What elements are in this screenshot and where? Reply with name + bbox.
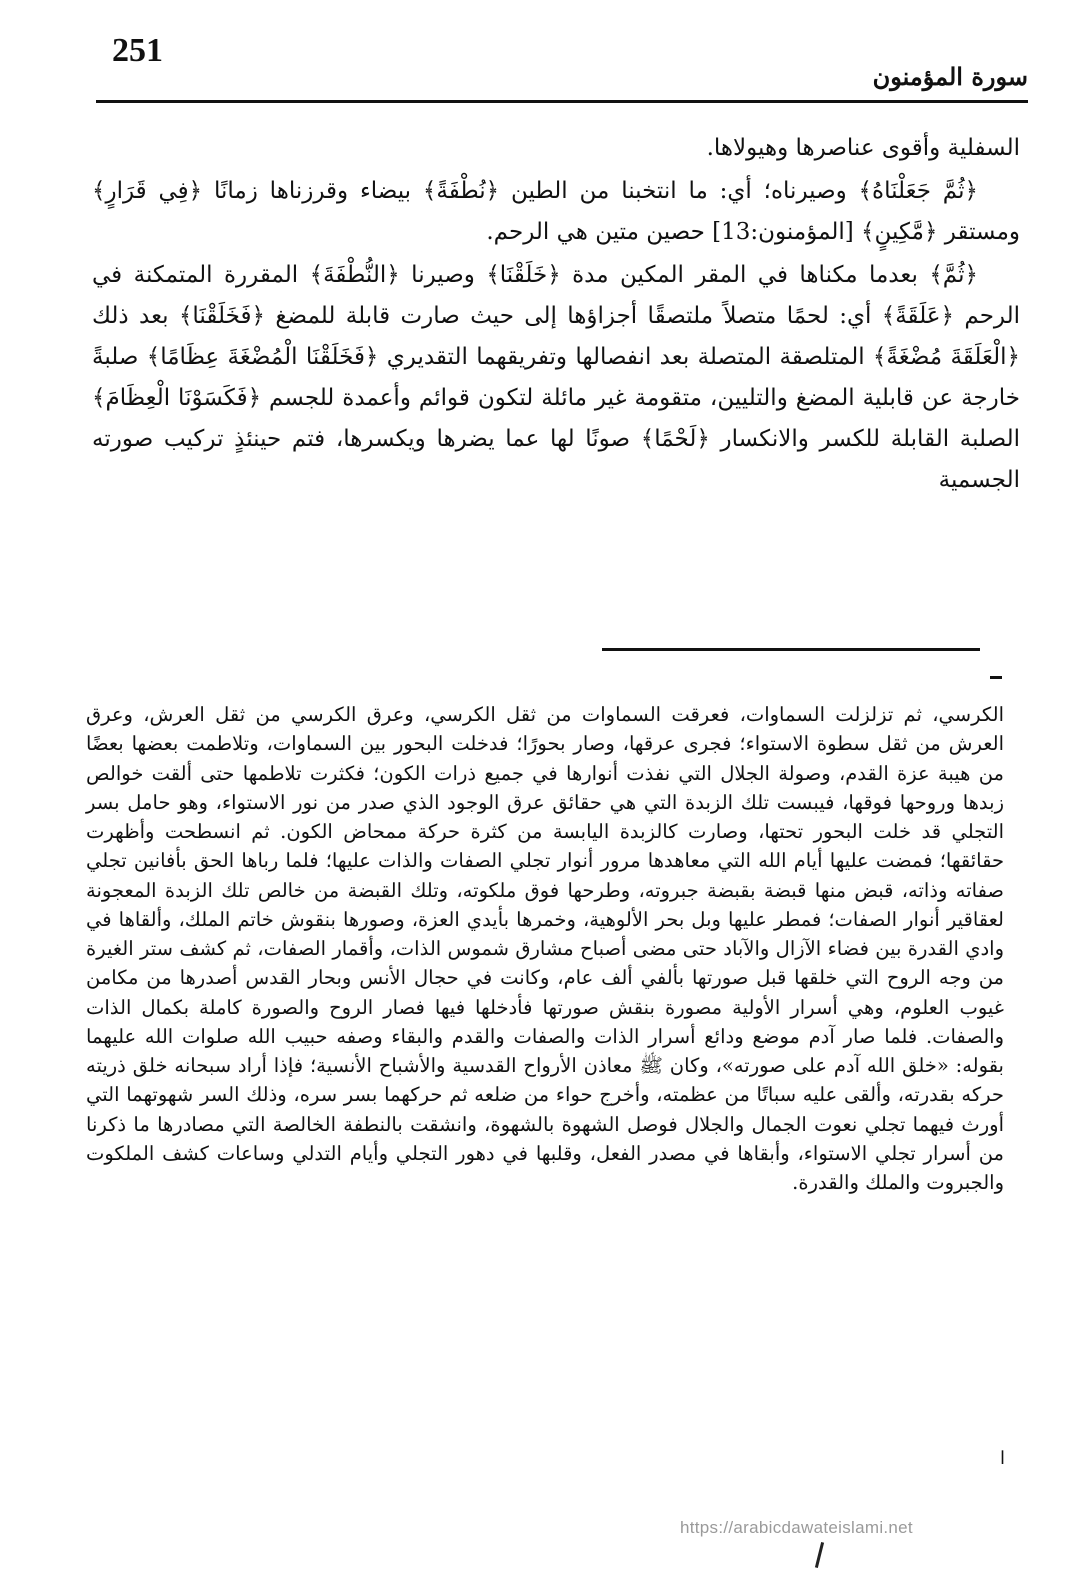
page-number: 251	[112, 32, 163, 69]
watermark-link[interactable]: https://arabicdawateislami.net	[680, 1518, 913, 1537]
scan-artifact	[815, 1542, 824, 1568]
header-rule	[96, 100, 1028, 103]
body-paragraph: ﴿ثُمَّ جَعَلْنَاهُ﴾ وصيرناه؛ أي: ما انتخبنا من الطين ﴿نُطْفَةً﴾ بيضاء وقرزناها زمانًا ﴿فِي قَرَارٍ﴾ ومستقر ﴿مَّكِينٍ﴾ [المؤمنون:13] حصين متين هي الرحم.	[92, 177, 1020, 245]
footnote-marker	[990, 676, 1002, 679]
body-paragraph: ﴿ثُمَّ﴾ بعدما مكناها في المقر المكين مدة ﴿خَلَقْنَا﴾ وصيرنا ﴿النُّطْفَةَ﴾ المقررة المتمكنة في الرحم ﴿عَلَقَةً﴾ أي: لحمًا متصلاً ملتصقًا أجزاؤها إلى حيث صارت قابلة للمضغ ﴿فَخَلَقْنَا﴾ بعد ذلك ﴿الْعَلَقَةَ مُضْغَةً﴾ المتلصقة المتصلة بعد انفصالها وتفريقهما التقديري ﴿فَخَلَقْنَا الْمُضْغَةَ عِظَامًا﴾ صلبةً خارجة عن قابلية المضغ والتليين، متقومة غير مائلة لتكون قوائم وأعمدة للجسم ﴿فَكَسَوْنَا الْعِظَامَ﴾ الصلبة القابلة للكسر والانكسار ﴿لَحْمًا﴾ صونًا لها عما يضرها ويكسرها، فتم حينئذٍ تركيب صورته الجسمية	[92, 261, 1020, 493]
surah-header: سورة المؤمنون	[872, 62, 1028, 91]
footnote-text: الكرسي، ثم تزلزلت السماوات، فعرقت السماوات من ثقل الكرسي، وعرق الكرسي من ثقل العرش، وعرق العرش من ثقل سطوة الاستواء؛ فجرى عرقها، وصار بحورًا؛ فدخلت البحور بين السماوات، وتلاطمت بعضها بعضًا من هيبة عزة القدم، وصولة الجلال التي نفذت أنوارها في جميع ذرات الكون؛ فكثرت تلاطمها حتى ألقت خوالص زبدها وروحها فوقها، فيبست تلك الزبدة التي هي حقائق عرق الوجود الذي صدر من نور الاستواء، وهو حامل بسر التجلي قد خلت البحور تحتها، وصارت كالزبدة اليابسة من كثرة حركة ممحاض الكون. ثم انسطحت وأظهرت حقائقها؛ فمضت عليها أيام الله التي معاهدها مرور أنوار تجلي الصفات والذات عليها؛ فلما رباها الحق بأفانين تجلي صفاته وذاته، قبض منها قبضة بقبضة جبروته، وطرحها فوق ملكوته، وتلك القبضة من خالص تلك الزبدة المعجونة لعقاقير أنوار الصفات؛ فمطر عليها وبل بحر الألوهية، وخمرها بأيدي العزة، وصورها بنقوش خاتم الملك، وألقاها في وادي القدرة بين فضاء الآزال والآباد حتى مضى أصباح مشارق شموس الذات، وأقمار الصفات، ثم كشف ستر الغيرة من وجه الروح التي خلقها قبل صورتها بألفي ألف عام، وكانت في حجال الأنس وبحار القدس أصدرها من مكامن غيوب العلوم، وهي أسرار الأولية مصورة بنقش صورتها فأدخلها فيها فصار الروح والصورة كاملة بكمال الذات والصفات. فلما صار آدم موضع ودائع أسرار الذات والصفات والقدم والبقاء وصفه حبيب الله صلوات الله عليهما بقوله: «خلق الله آدم على صورته»، وكان ﷺ معاذن الأرواح القدسية والأشباح الأنسية؛ فإذا أراد سبحانه خلق ذريته حركه بقدرته، وألقى عليه سباتًا من عظمته، وأخرج حواء من ضلعه ثم حركهما بسر سره، وذلك السر شهوتهما التي أورث فيهما تجلي نعوت الجمال والجلال فوصل الشهوة بالشهوة، وانشقت بالنطفة الخالصة التي مصادرها ما ذكرنا من أسرار تجلي الاستواء، وأبقاها في مصدر الفعل، وقلبها في دهور التجلي وأيام التدلي وساعات كشف الملكوت والجبروت والملك والقدرة.	[86, 703, 1004, 1194]
margin-mark: ا	[1000, 1448, 1006, 1469]
footnote-separator	[602, 648, 980, 651]
main-text	[92, 128, 1020, 500]
body-paragraph: السفلية وأقوى عناصرها وهيولاها.	[706, 135, 1020, 161]
